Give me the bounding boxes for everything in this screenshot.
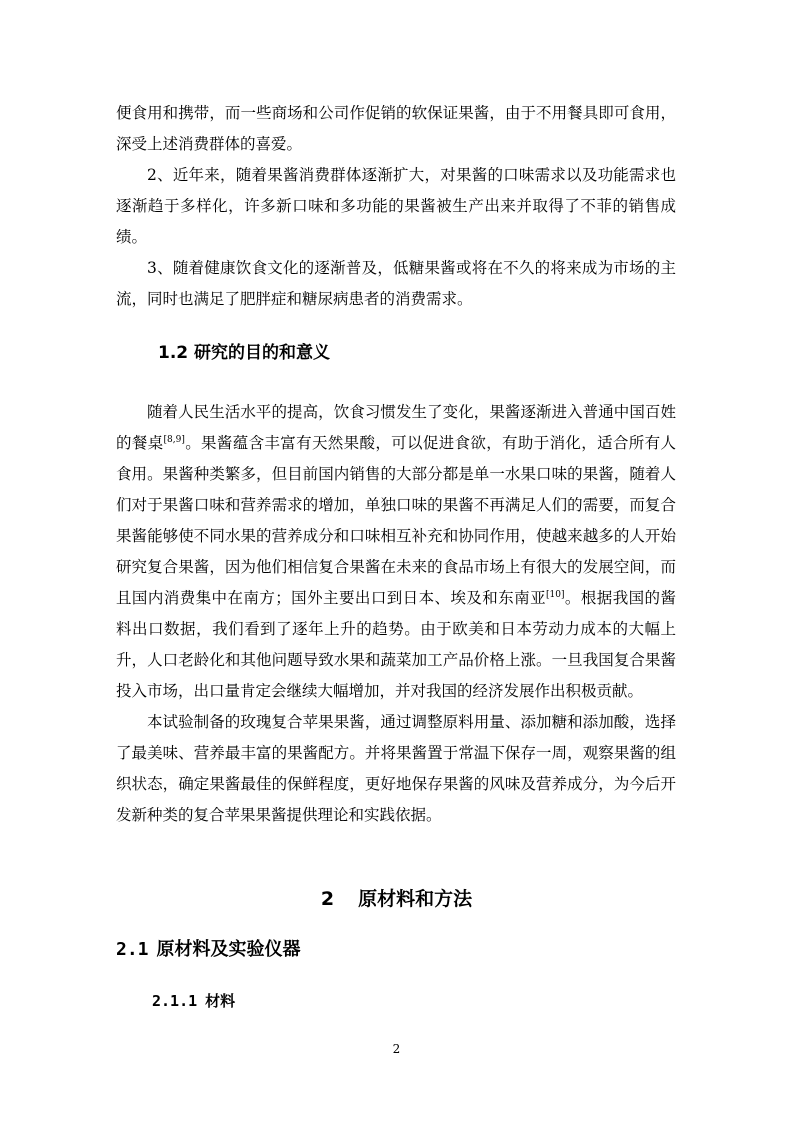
subsection-number: 2.1.1 [152,992,198,1010]
paragraph-purpose-text-2: 。果酱蕴含丰富有天然果酸，可以促进食欲，有助于消化，适合所有人食用。果酱种类繁多，但目前国内销售的大部分都是单一水果口味的果酱，随着人们对于果酱口味和营养需求的增加，单独口味的果酱不再满足人们的需要，而复合果酱能够使不同水果的营养成分和口味相互补充和协同作用，使越来越多的人开始研究复合果酱，因为他们相信复合果酱在未来的食品市场上有很大的发展空间，而且国内消费集中在南方；国外主要出口到日本、埃及和东南亚 [116,434,676,607]
paragraph-continuation: 便食用和携带，而一些商场和公司作促销的软保证果酱，由于不用餐具即可食用，深受上述消费群体的喜爱。 [116,104,676,153]
paragraph-significance: 本试验制备的玫瑰复合苹果果酱，通过调整原料用量、添加糖和添加酸，选择了最美味、营养最丰富的果酱配方。并将果酱置于常温下保存一周，观察果酱的组织状态，确定果酱最佳的保鲜程度，更好地保存果酱的风味及营养成分，为今后开发新种类的复合苹果果酱提供理论和实践依据。 [116,713,676,824]
paragraph-purpose-text-1: 随着人民生活水平的提高，饮食习惯发生了变化，果酱逐渐进入普通中国百姓的餐桌 [116,403,676,452]
section-heading-2-1 [116,935,301,961]
paragraph-purpose [116,397,676,707]
paragraph-point-2: 2、近年来，随着果酱消费群体逐渐扩大，对果酱的口味需求以及功能需求也逐渐趋于多样化，许多新口味和多功能的果酱被生产出来并取得了不菲的销售成绩。 [116,166,676,246]
paragraph-purpose-text-3: 。根据我国的酱料出口数据，我们看到了逐年上升的趋势。由于欧美和日本劳动力成本的大幅上升，人口老龄化和其他问题导致水果和蔬菜加工产品价格上涨。一旦我国复合果酱投入市场，出口量肯定会继续大幅增加，并对我国的经济发展作出积极贡献。 [116,589,676,700]
section-title: 原材料及实验仪器 [156,939,301,960]
chapter-heading-2 [0,884,793,911]
section-heading-1-2: 1.2 研究的目的和意义 [158,343,331,363]
citation-ref-8-9: [8,9] [163,435,185,445]
chapter-title: 原材料和方法 [358,888,473,910]
subsection-title: 材料 [205,992,236,1010]
section-number: 2.1 [116,939,149,960]
chapter-number: 2 [320,888,335,910]
citation-ref-10: [10] [546,590,565,600]
paragraph-point-3: 3、随着健康饮食文化的逐渐普及，低糖果酱或将在不久的将来成为市场的主流，同时也满足了肥胖症和糖尿病患者的消费需求。 [116,259,676,308]
subsection-heading-2-1-1 [152,990,235,1011]
page-number: 2 [392,1042,401,1056]
